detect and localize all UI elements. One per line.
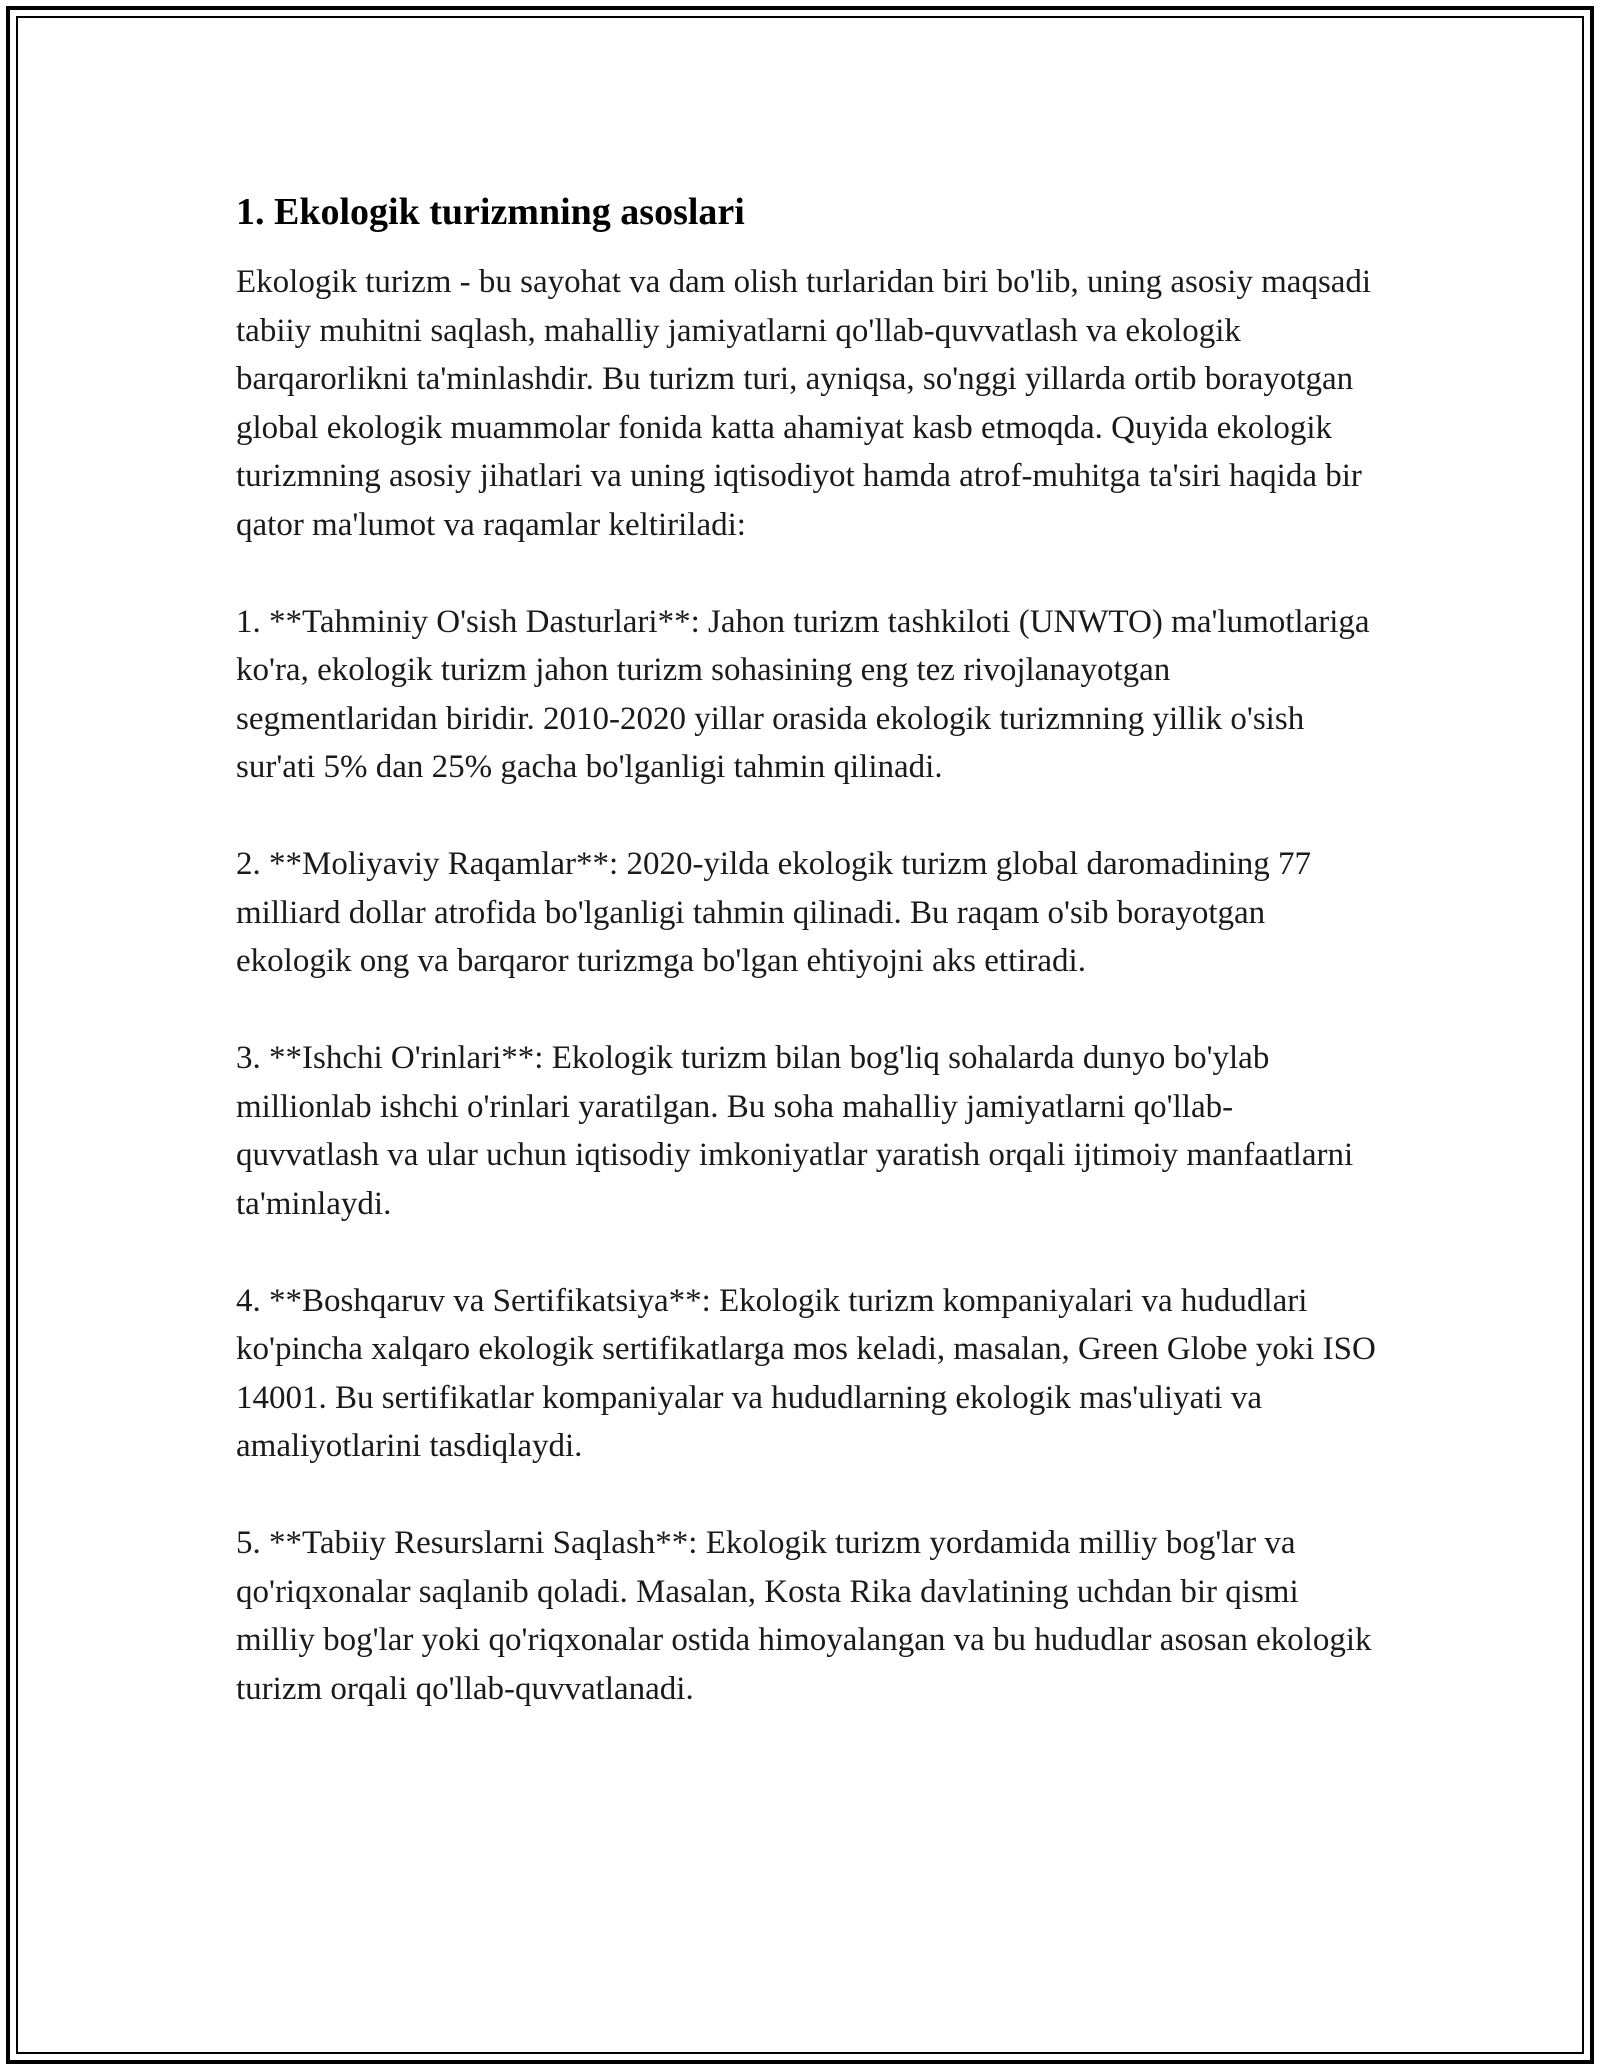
list-item-jobs: 3. **Ishchi O'rinlari**: Ekologik turizm bilan bog'liq sohalarda dunyo bo'ylab millionlab ishchi o'rinlari yaratilgan. Bu soha mahalliy jamiyatlarni qo'llab-quvvatlash va ular uchun iqtisodiy imkoniyatlar yaratish orqali ijtimoiy manfaatlarni ta'minlaydi. <box>236 1040 1354 1222</box>
list-item-conservation: 5. **Tabiiy Resurslarni Saqlash**: Ekologik turizm yordamida milliy bog'lar va qo'riqxonalar saqlanib qoladi. Masalan, Kosta Rika davlatining uchdan bir qismi milliy bog'lar yoki qo'riqxonalar ostida himoyalangan va bu hududlar asosan ekologik turizm orqali qo'llab-quvvatlanadi. <box>236 1525 1372 1707</box>
list-item-finance: 2. **Moliyaviy Raqamlar**: 2020-yilda ekologik turizm global daromadining 77 milliard dollar atrofida bo'lganligi tahmin qilinadi. Bu raqam o'sib borayotgan ekologik ong va barqaror turizmga bo'lgan ehtiyojni aks ettiradi. <box>236 846 1312 979</box>
section-title: 1. Ekologik turizmning asoslari <box>236 191 745 233</box>
document-body <box>236 186 1376 1762</box>
list-item-growth: 1. **Tahminiy O'sish Dasturlari**: Jahon turizm tashkiloti (UNWTO) ma'lumotlariga ko'ra, ekologik turizm jahon turizm sohasining eng tez rivojlanayotgan segmentlaridan biridir. 2010-2020 yillar orasida ekologik turizmning yillik o'sish sur'ati 5% dan 25% gacha bo'lganligi tahmin qilinadi. <box>236 603 1370 785</box>
intro-paragraph: Ekologik turizm - bu sayohat va dam olish turlaridan biri bo'lib, uning asosiy maqsadi tabiiy muhitni saqlash, mahalliy jamiyatlarni qo'llab-quvvatlash va ekologik barqarorlikni ta'minlashdir. Bu turizm turi, ayniqsa, so'nggi yillarda ortib borayotgan global ekologik muammolar fonida katta ahamiyat kasb etmoqda. Quyida ekologik turizmning asosiy jihatlari va uning iqtisodiyot hamda atrof-muhitga ta'siri haqida bir qator ma'lumot va raqamlar keltiriladi: <box>236 264 1372 543</box>
list-item-certification: 4. **Boshqaruv va Sertifikatsiya**: Ekologik turizm kompaniyalari va hududlari ko'pincha xalqaro ekologik sertifikatlarga mos keladi, masalan, Green Globe yoki ISO 14001. Bu sertifikatlar kompaniyalar va hududlarning ekologik mas'uliyati va amaliyotlarini tasdiqlaydi. <box>236 1282 1376 1464</box>
